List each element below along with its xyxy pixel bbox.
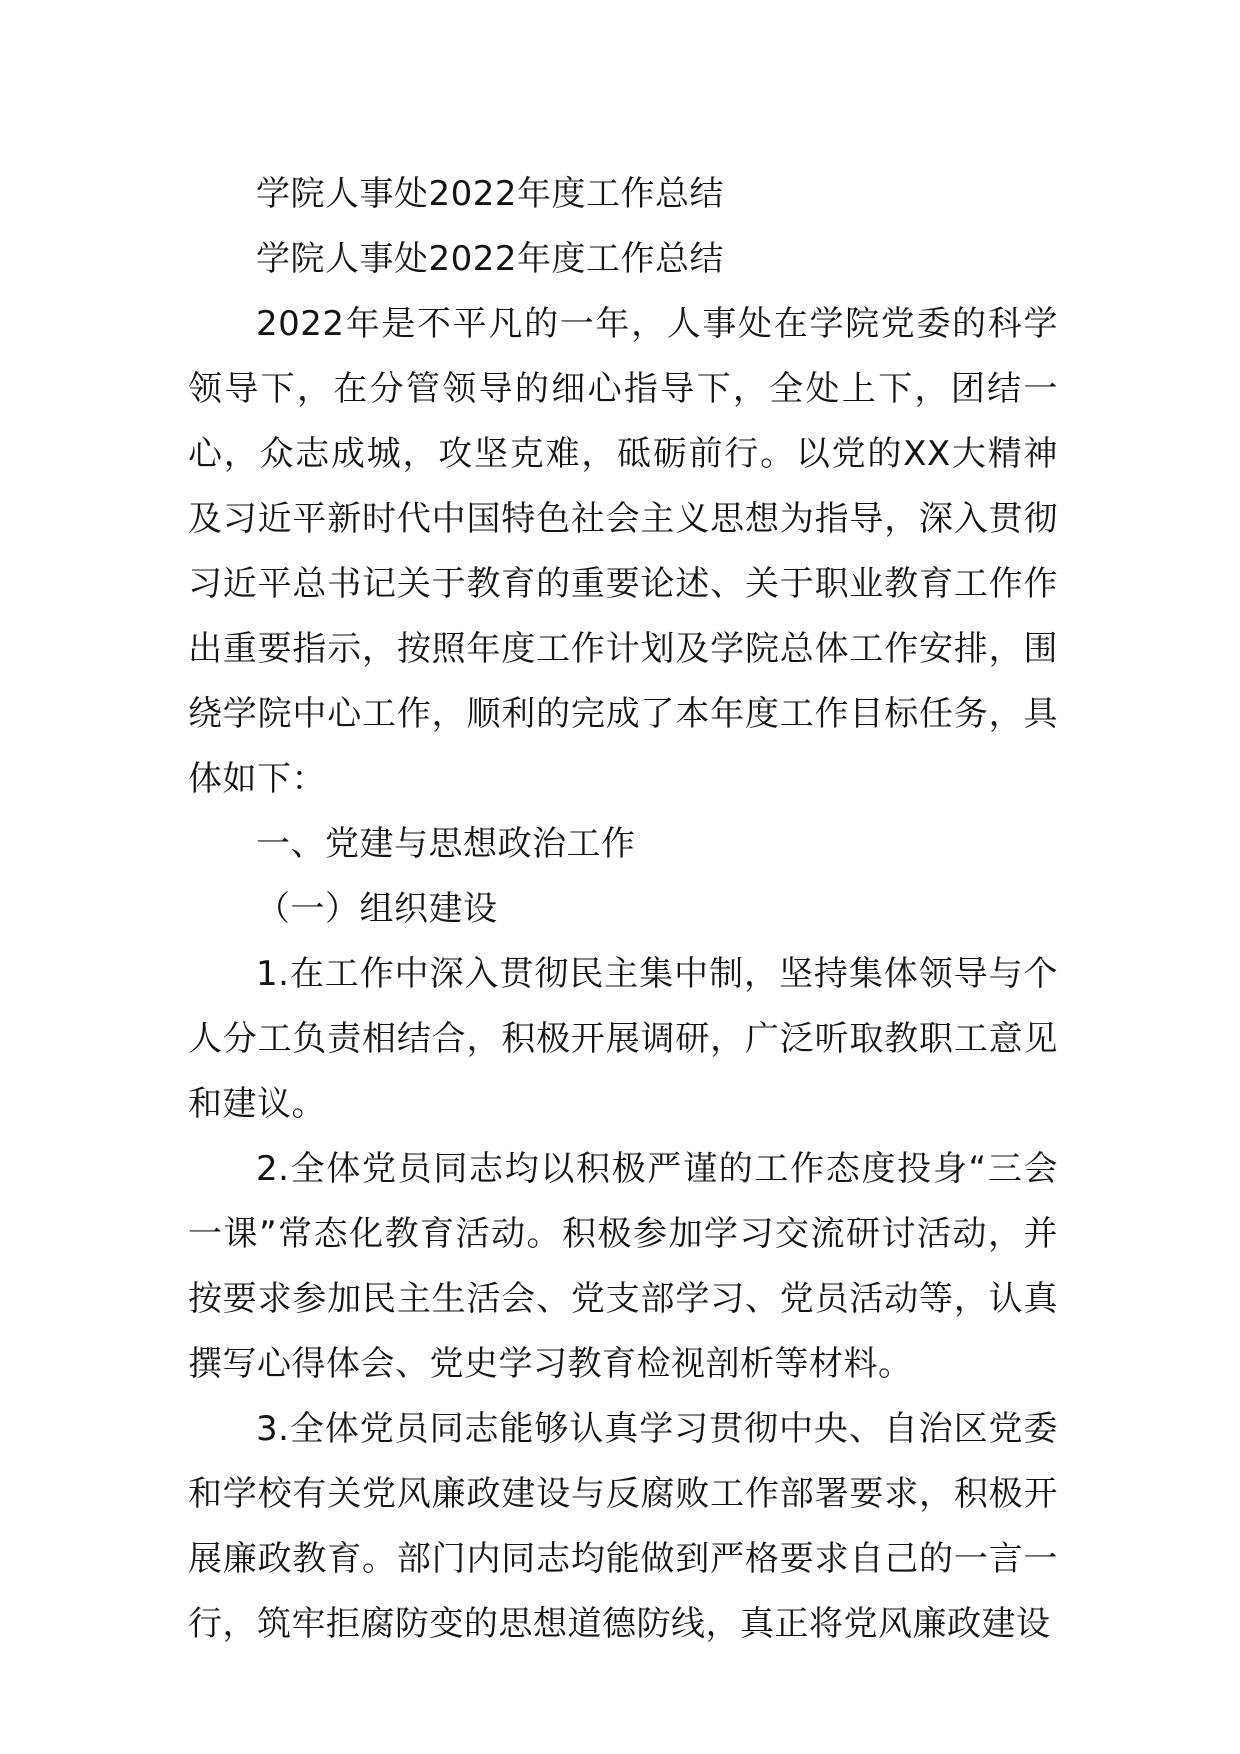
document-title: 学院人事处2022年度工作总结 <box>256 174 725 214</box>
document-title-repeat: 学院人事处2022年度工作总结 <box>256 239 725 279</box>
section-heading-party-building: 一、党建与思想政治工作 <box>256 824 636 864</box>
subsection-heading-organization: （一）组织建设 <box>256 889 498 929</box>
list-item-3: 3.全体党员同志能够认真学习贯彻中央、自治区党委和学校有关党风廉政建设与反腐败工作部署要求，积极开展廉政教育。部门内同志均能做到严格要求自己的一言一行，筑牢拒腐防变的思想道德防线，真正将党风廉政建设 <box>188 1409 1058 1644</box>
intro-paragraph: 2022年是不平凡的一年，人事处在学院党委的科学领导下，在分管领导的细心指导下，全处上下，团结一心，众志成城，攻坚克难，砥砺前行。以党的XX大精神及习近平新时代中国特色社会主义思想为指导，深入贯彻习近平总书记关于教育的重要论述、关于职业教育工作作出重要指示，按照年度工作计划及学院总体工作安排，围绕学院中心工作，顺利的完成了本年度工作目标任务，具体如下： <box>188 304 1058 799</box>
list-item-1: 1.在工作中深入贯彻民主集中制，坚持集体领导与个人分工负责相结合，积极开展调研，广泛听取教职工意见和建议。 <box>188 954 1058 1124</box>
list-item-2: 2.全体党员同志均以积极严谨的工作态度投身“三会一课”常态化教育活动。积极参加学习交流研讨活动，并按要求参加民主生活会、党支部学习、党员活动等，认真撰写心得体会、党史学习教育检视剖析等材料。 <box>188 1149 1058 1384</box>
document-body <box>188 162 1058 1657</box>
